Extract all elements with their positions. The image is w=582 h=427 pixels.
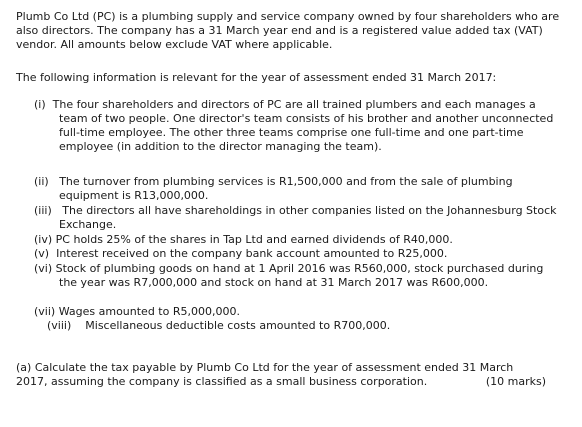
question-text-line-2: 2017, assuming the company is classified as a small business corporation. [16,375,428,388]
list-item-text: The turnover from plumbing services is R1,500,000 and from the sale of plumbing equipment is R13,000,000. [59,175,513,202]
list-item-text: PC holds 25% of the shares in Tap Ltd and earned dividends of R40,000. [55,233,453,246]
list-item-text: Wages amounted to R5,000,000. [58,305,240,318]
list-item [22,262,562,290]
list-item [22,175,562,203]
list-item-marker: (vii) [34,305,56,318]
marks-allocation: (10 marks) [485,375,546,388]
list-item [22,233,562,247]
list-item-marker: (i) [34,98,46,111]
list-item-text: Interest received on the company bank account amounted to R25,000. [56,247,448,260]
list-item [22,98,562,154]
question-text-line-1: (a) Calculate the tax payable by Plumb Co Ltd for the year of assessment ended 31 March [16,361,514,374]
list-item-text: Miscellaneous deductible costs amounted to R700,000. [85,319,391,332]
list-item [22,247,562,261]
lead-in-sentence: The following information is relevant for the year of assessment ended 31 March 2017: [16,71,497,84]
list-item [22,305,562,319]
list-item-marker: (ii) [34,175,49,188]
list-item-marker: (iv) [34,233,53,246]
list-item-text: The four shareholders and directors of PC are all trained plumbers and each manages a team of two people. One director's team consists of his brother and another unconnected full-time employee. The other three teams comprise one full-time and one part-time employee (in addition to the director managing the team). [52,98,554,153]
list-item [22,204,562,232]
intro-paragraph: Plumb Co Ltd (PC) is a plumbing supply and service company owned by four shareholders who are also directors. The company has a 31 March year end and is a registered value added tax (VAT) vendor. All amounts below exclude VAT where applicable. [16,10,560,51]
list-item-marker: (viii) [47,319,72,332]
list-item-text: The directors all have shareholdings in other companies listed on the Johannesburg Stock Exchange. [59,204,557,231]
list-item-marker: (vi) [34,262,53,275]
list-item-text: Stock of plumbing goods on hand at 1 April 2016 was R560,000, stock purchased during the year was R7,000,000 and stock on hand at 31 March 2017 was R600,000. [55,262,544,289]
list-item [22,319,562,333]
question-block [16,361,572,389]
list-item-marker: (iii) [34,204,52,217]
list-item-marker: (v) [34,247,50,260]
